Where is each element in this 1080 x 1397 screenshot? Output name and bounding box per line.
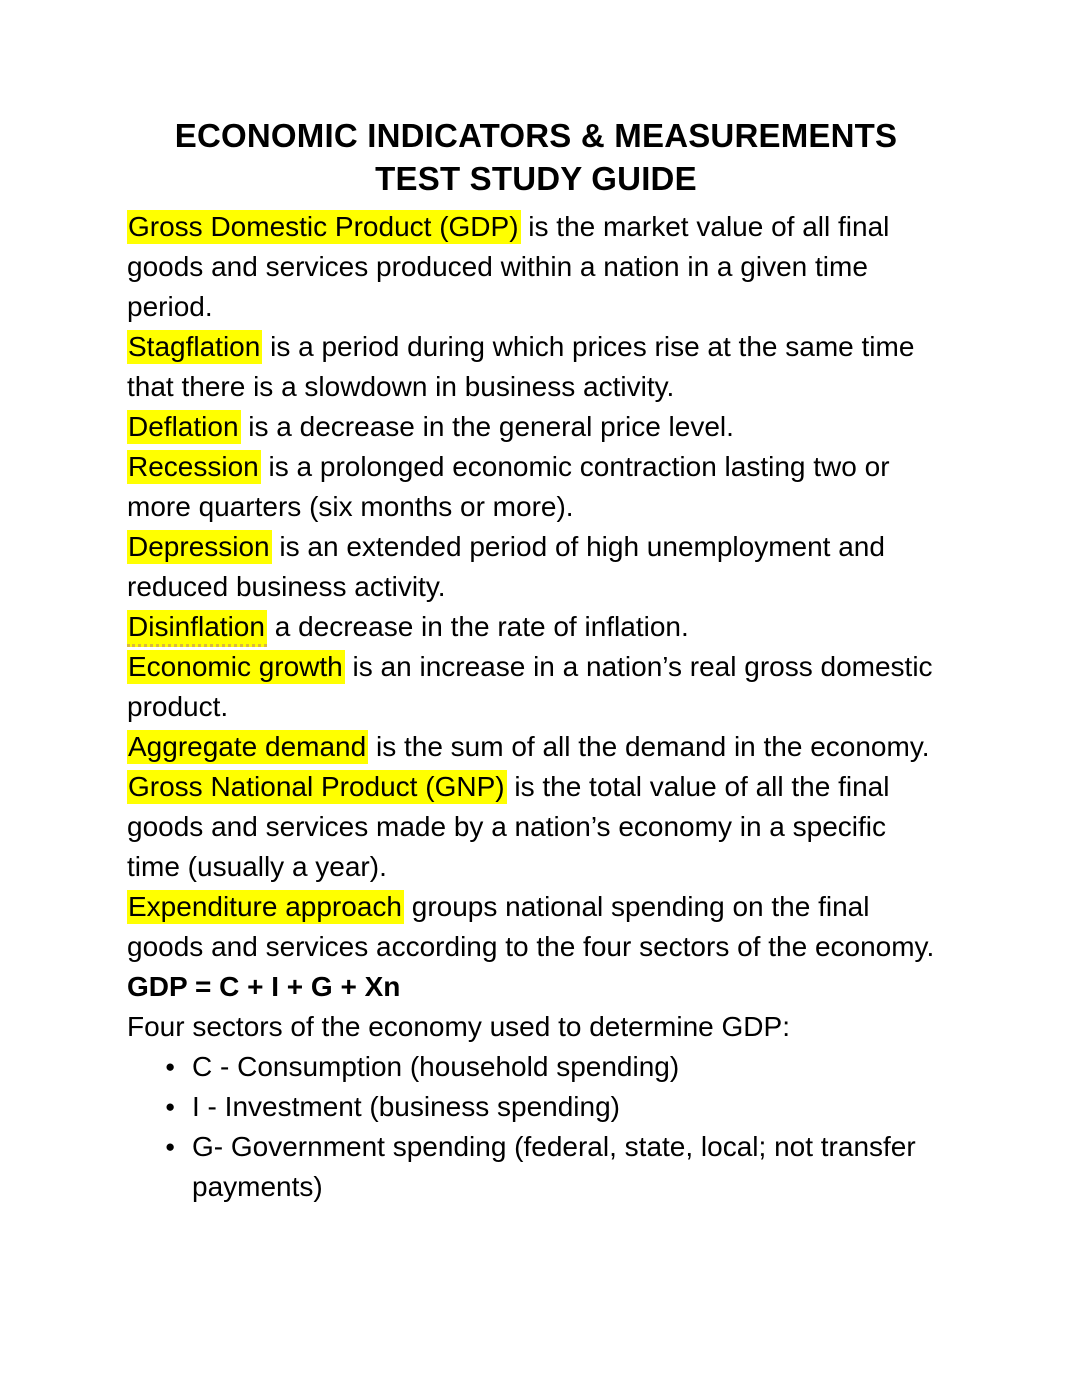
term-highlight-gdp: Gross Domestic Product (GDP) — [128, 211, 519, 242]
page-title-line-2: TEST STUDY GUIDE — [375, 160, 697, 197]
definition-gdp — [127, 207, 945, 327]
definition-economic-growth — [127, 647, 945, 727]
definition-text: a decrease in the rate of inflation. — [266, 611, 689, 642]
four-sectors-list — [127, 1047, 945, 1207]
term-highlight-recession: Recession — [128, 451, 259, 482]
term-highlight-depression: Depression — [128, 531, 270, 562]
definition-depression — [127, 527, 945, 607]
list-item-investment: ● I - Investment (business spending) — [192, 1087, 945, 1127]
term-highlight-stagflation: Stagflation — [128, 331, 261, 362]
definition-gnp — [127, 767, 945, 887]
definition-text: is an increase in a nation’s real gross domestic product. — [127, 651, 933, 722]
term-highlight-economic-growth: Economic growth — [128, 651, 343, 682]
definition-text: groups national spending on the final goods and services according to the four sectors of the economy. — [127, 891, 935, 962]
definition-text: is a prolonged economic contraction lasting two or more quarters (six months or more). — [127, 451, 890, 522]
four-sectors-intro: Four sectors of the economy used to determine GDP: — [127, 1011, 790, 1042]
definition-deflation — [127, 407, 945, 447]
term-highlight-expenditure-approach: Expenditure approach — [128, 891, 402, 922]
definition-text: is the sum of all the demand in the economy. — [368, 731, 930, 762]
definition-text: is the market value of all final goods and services produced within a nation in a given time period. — [127, 211, 890, 322]
definition-disinflation — [127, 607, 945, 647]
term-highlight-gnp: Gross National Product (GNP) — [128, 771, 505, 802]
definition-text: is an extended period of high unemployment and reduced business activity. — [127, 531, 885, 602]
definition-recession — [127, 447, 945, 527]
term-highlight-disinflation: Disinflation — [127, 610, 267, 647]
definition-expenditure-approach — [127, 887, 945, 1007]
definition-text: is a decrease in the general price level. — [240, 411, 734, 442]
definition-text: is a period during which prices rise at the same time that there is a slowdown in business activity. — [127, 331, 915, 402]
definition-text: is the total value of all the final goods and services made by a nation’s economy in a specific time (usually a year). — [127, 771, 890, 882]
term-highlight-deflation: Deflation — [128, 411, 239, 442]
definition-stagflation — [127, 327, 945, 407]
term-highlight-aggregate-demand: Aggregate demand — [128, 731, 367, 762]
list-item-consumption: ● C - Consumption (household spending) — [192, 1047, 945, 1087]
definition-aggregate-demand — [127, 727, 945, 767]
page-title-line-1: ECONOMIC INDICATORS & MEASUREMENTS — [174, 117, 898, 154]
list-item-government-spending: ● G- Government spending (federal, state, local; not transfer payments) — [192, 1127, 945, 1207]
gdp-formula: GDP = C + I + G + Xn — [127, 971, 401, 1002]
page-title — [127, 114, 945, 200]
